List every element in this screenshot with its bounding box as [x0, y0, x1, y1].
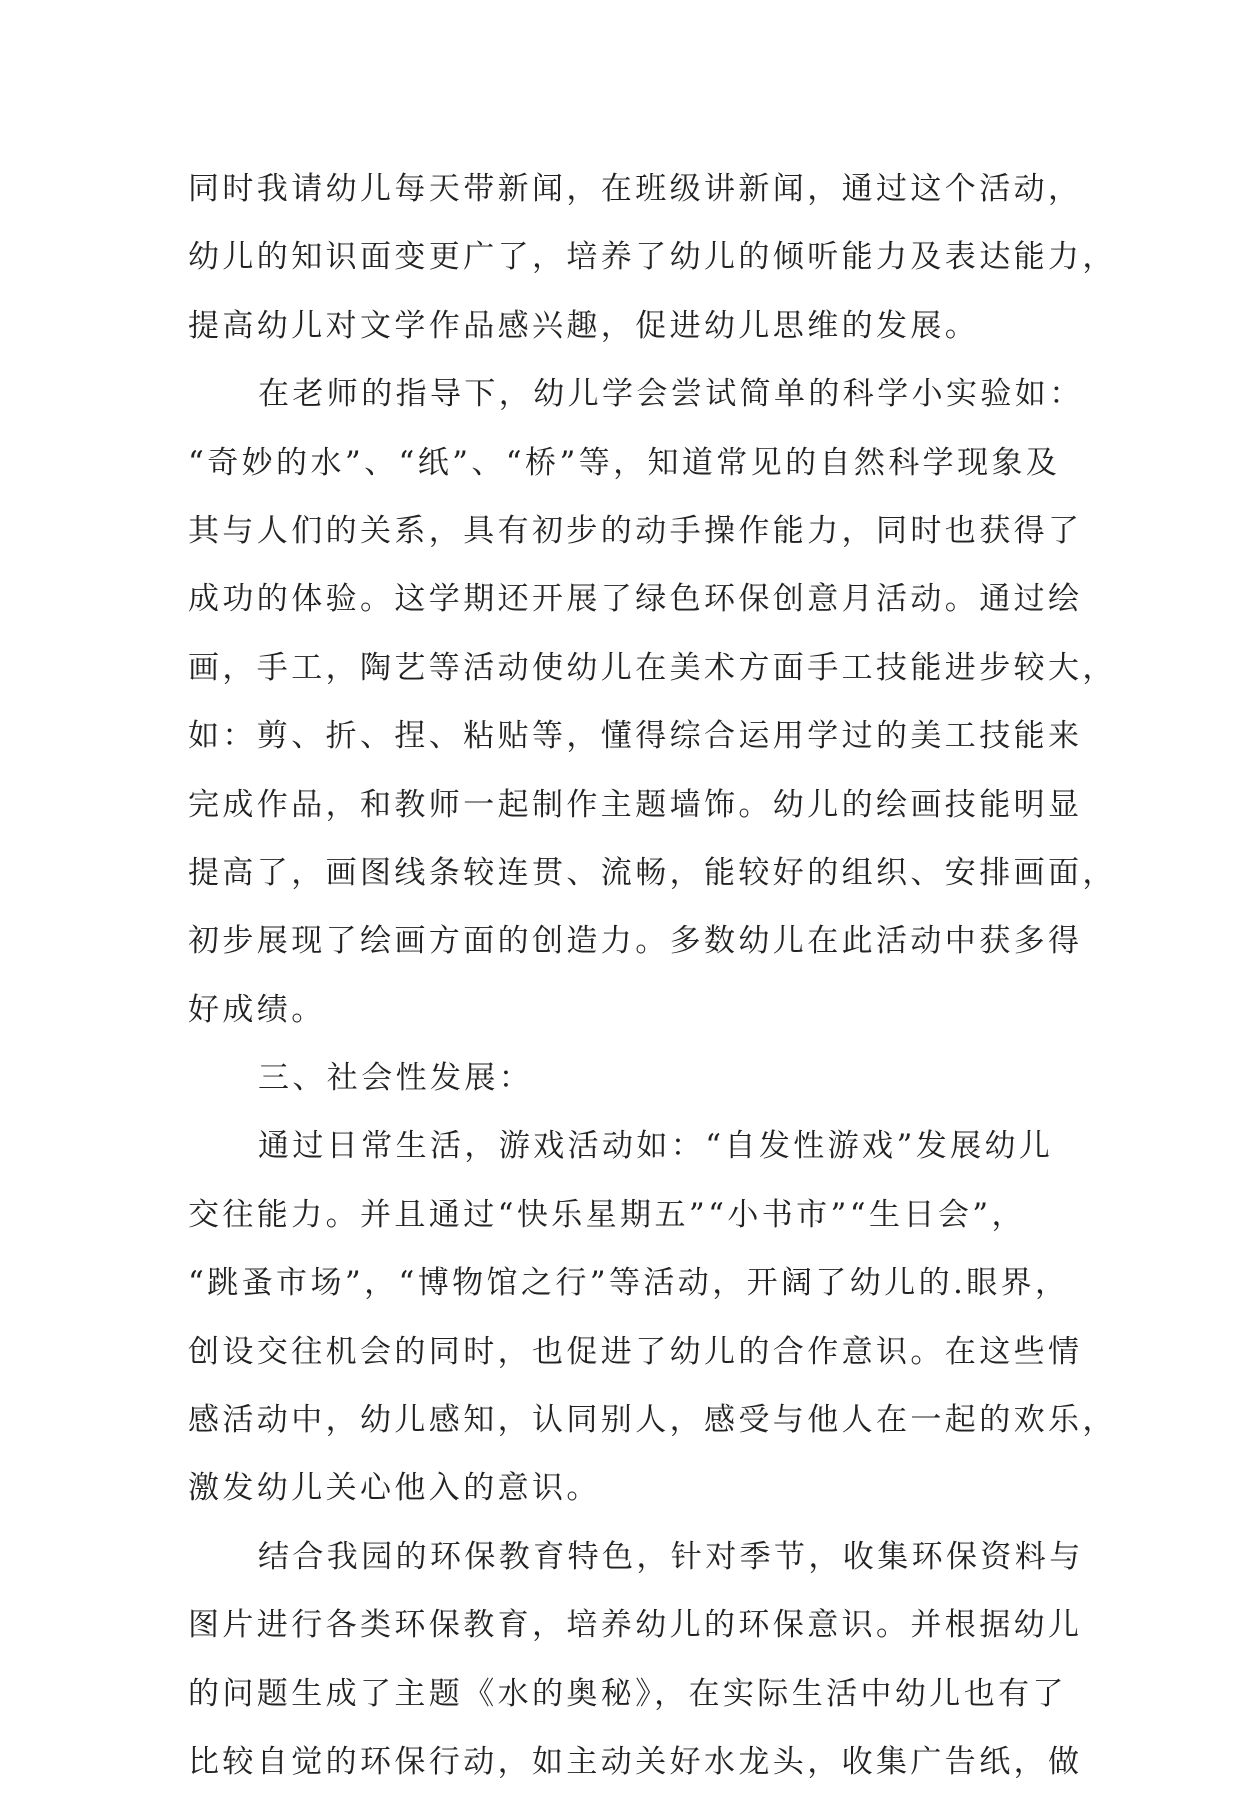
text-line: 的问题生成了主题《水的奥秘》，在实际生活中幼儿也有了 [188, 1675, 1067, 1712]
text-line: 画，手工，陶艺等活动使幼儿在美术方面手工技能进步较大， [188, 649, 1117, 686]
section-heading: 三、社会性发展： [258, 1060, 534, 1097]
text-line: “奇妙的水”、“纸”、“桥”等，知道常见的自然科学现象及 [188, 444, 1061, 481]
document-body [188, 155, 1117, 1796]
text-line: 其与人们的关系，具有初步的动手操作能力，同时也获得了 [188, 512, 1083, 549]
paragraph-first-line: 在老师的指导下，幼儿学会尝试简单的科学小实验如： [258, 376, 1084, 413]
text-line: 图片进行各类环保教育，培养幼儿的环保意识。并根据幼儿 [188, 1607, 1083, 1644]
paragraph-first-line: 结合我园的环保教育特色，针对季节，收集环保资料与 [258, 1538, 1084, 1575]
text-line: 好成绩。 [188, 991, 326, 1028]
text-line: 激发幼儿关心他入的意识。 [188, 1470, 601, 1507]
text-line: 提高了，画图线条较连贯、流畅，能较好的组织、安排画面， [188, 854, 1117, 891]
text-line: 比较自觉的环保行动，如主动关好水龙头，收集广告纸，做 [188, 1743, 1083, 1780]
text-line: 初步展现了绘画方面的创造力。多数幼儿在此活动中获多得 [188, 923, 1083, 960]
text-line: 同时我请幼儿每天带新闻，在班级讲新闻，通过这个活动， [188, 171, 1083, 207]
paragraph-first-line: 通过日常生活，游戏活动如：“自发性游戏”发展幼儿 [258, 1128, 1054, 1165]
text-line: 幼儿的知识面变更广了，培养了幼儿的倾听能力及表达能力， [188, 239, 1117, 276]
text-line: 如：剪、折、捏、粘贴等，懂得综合运用学过的美工技能来 [188, 718, 1083, 755]
text-line: 创设交往机会的同时，也促进了幼儿的合作意识。在这些情 [188, 1333, 1083, 1370]
text-line: “跳蚤市场”，“博物馆之行”等活动，开阔了幼儿的.眼界， [188, 1265, 1070, 1302]
text-line: 完成作品，和教师一起制作主题墙饰。幼儿的绘画技能明显 [188, 786, 1083, 823]
text-line: 成功的体验。这学期还开展了绿色环保创意月活动。通过绘 [188, 581, 1083, 618]
text-line: 交往能力。并且通过“快乐星期五”“小书市”“生日会”， [188, 1196, 1026, 1233]
text-line: 感活动中，幼儿感知，认同别人，感受与他人在一起的欢乐， [188, 1402, 1117, 1439]
text-line: 提高幼儿对文学作品感兴趣，促进幼儿思维的发展。 [188, 307, 980, 344]
